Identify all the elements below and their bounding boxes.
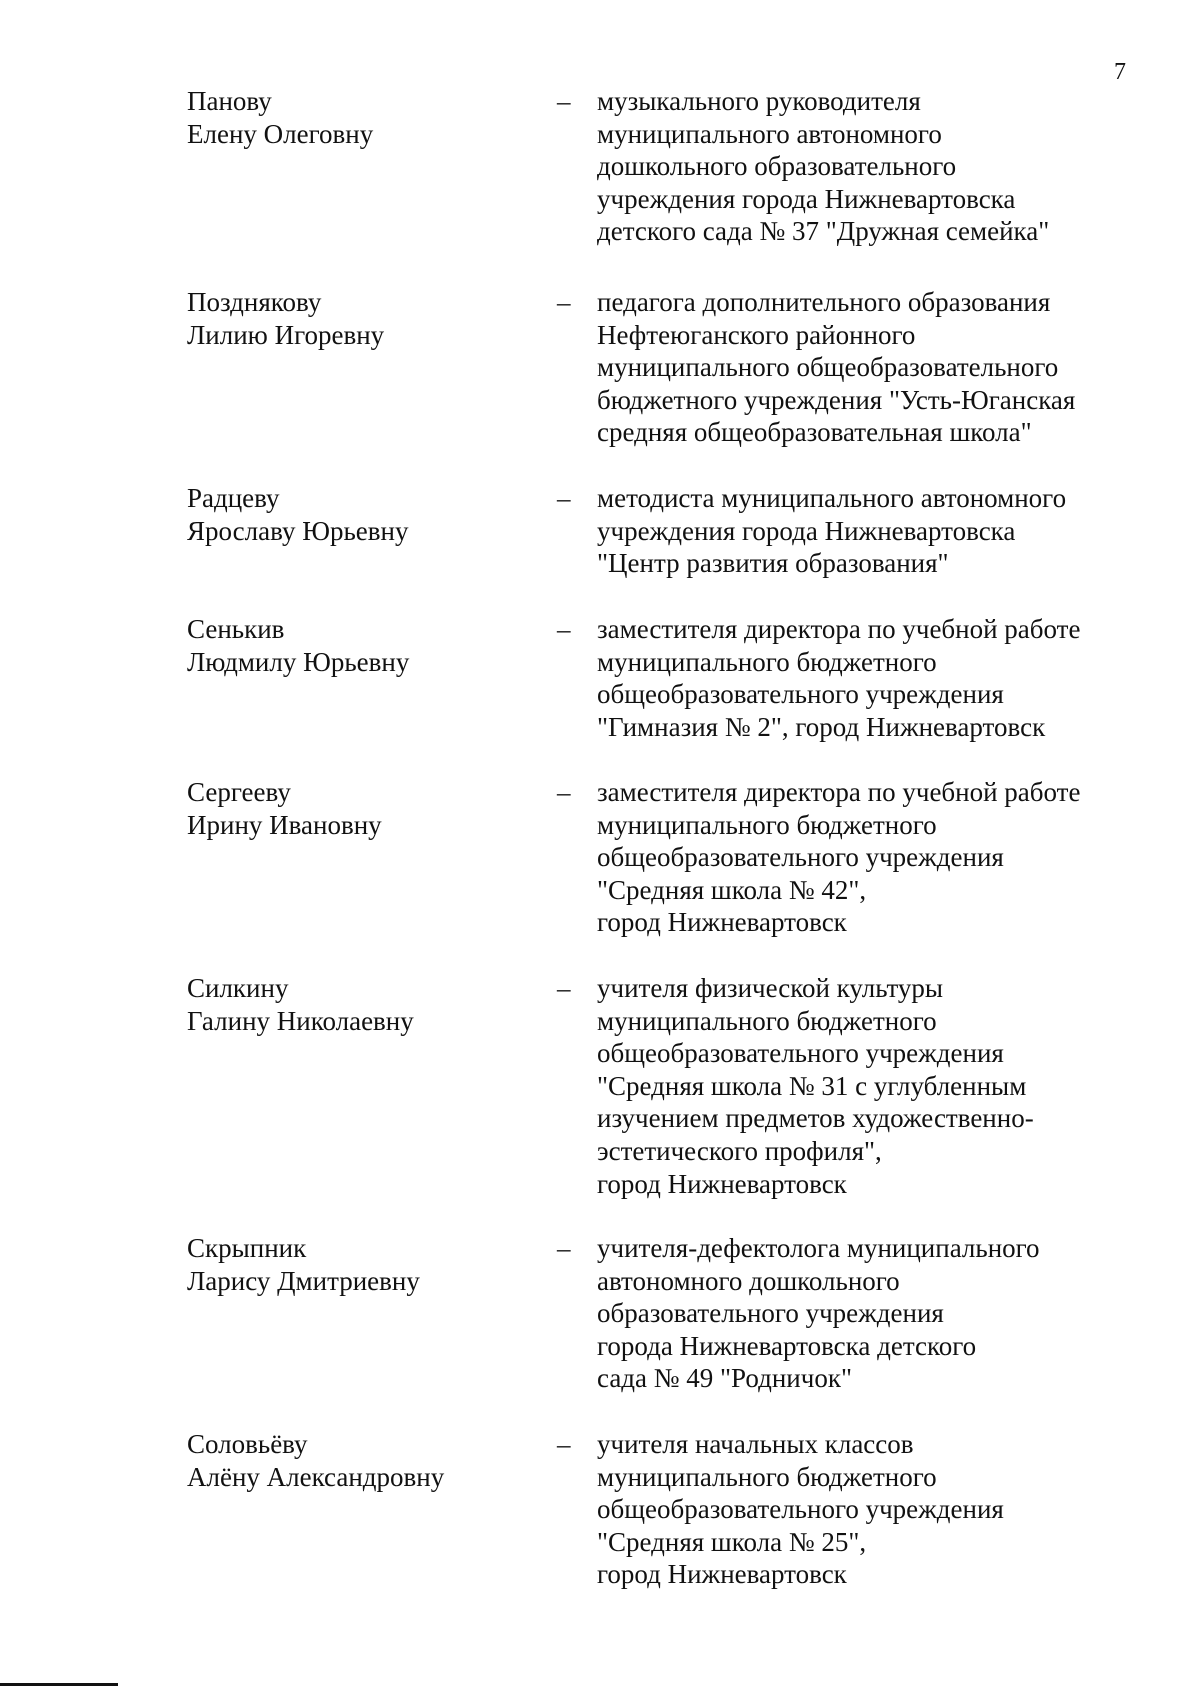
position-description: учителя физической культуры муниципального бюджетного общеобразовательного учреждения "Средняя школа № 31 с углубленным изучением предметов художественно- эстетического профиля", город Нижневартовск bbox=[597, 973, 1034, 1199]
dash-separator: – bbox=[557, 1429, 571, 1459]
position-description: заместителя директора по учебной работе муниципального бюджетного общеобразовательного учреждения "Средняя школа № 42", город Нижневартовск bbox=[597, 777, 1081, 938]
dash-separator: – bbox=[557, 1233, 571, 1263]
position-description: методиста муниципального автономного учреждения города Нижневартовска "Центр развития образования" bbox=[597, 483, 1067, 579]
person-name: Сенькив Людмилу Юрьевну bbox=[187, 614, 410, 677]
person-name: Позднякову Лилию Игоревну bbox=[187, 287, 385, 350]
dash-separator: – bbox=[557, 287, 571, 317]
dash-separator: – bbox=[557, 777, 571, 807]
position-description: педагога дополнительного образования Нефтеюганского районного муниципального общеобразовательного бюджетного учреждения "Усть-Юганская средняя общеобразовательная школа" bbox=[597, 287, 1076, 448]
dash-separator: – bbox=[557, 483, 571, 513]
position-description: музыкального руководителя муниципального автономного дошкольного образовательного учреждения города Нижневартовска детского сада № 37 "Дружная семейка" bbox=[597, 86, 1050, 247]
dash-separator: – bbox=[557, 973, 571, 1003]
person-name: Панову Елену Олеговну bbox=[187, 86, 374, 149]
position-description: учителя начальных классов муниципального бюджетного общеобразовательного учреждения "Средняя школа № 25", город Нижневартовск bbox=[597, 1429, 1004, 1590]
person-name: Радцеву Ярославу Юрьевну bbox=[187, 483, 409, 546]
position-description: учителя-дефектолога муниципального автономного дошкольного образовательного учреждения города Нижневартовска детского сада № 49 "Родничок" bbox=[597, 1233, 1040, 1394]
dash-separator: – bbox=[557, 86, 571, 116]
person-name: Силкину Галину Николаевну bbox=[187, 973, 414, 1036]
person-name: Соловьёву Алёну Александровну bbox=[187, 1429, 445, 1492]
page-number: 7 bbox=[1114, 59, 1126, 85]
person-name: Скрыпник Ларису Дмитриевну bbox=[187, 1233, 420, 1296]
position-description: заместителя директора по учебной работе муниципального бюджетного общеобразовательного учреждения "Гимназия № 2", город Нижневартовск bbox=[597, 614, 1081, 742]
person-name: Сергееву Ирину Ивановну bbox=[187, 777, 382, 840]
dash-separator: – bbox=[557, 614, 571, 644]
footer-rule bbox=[0, 1683, 118, 1686]
